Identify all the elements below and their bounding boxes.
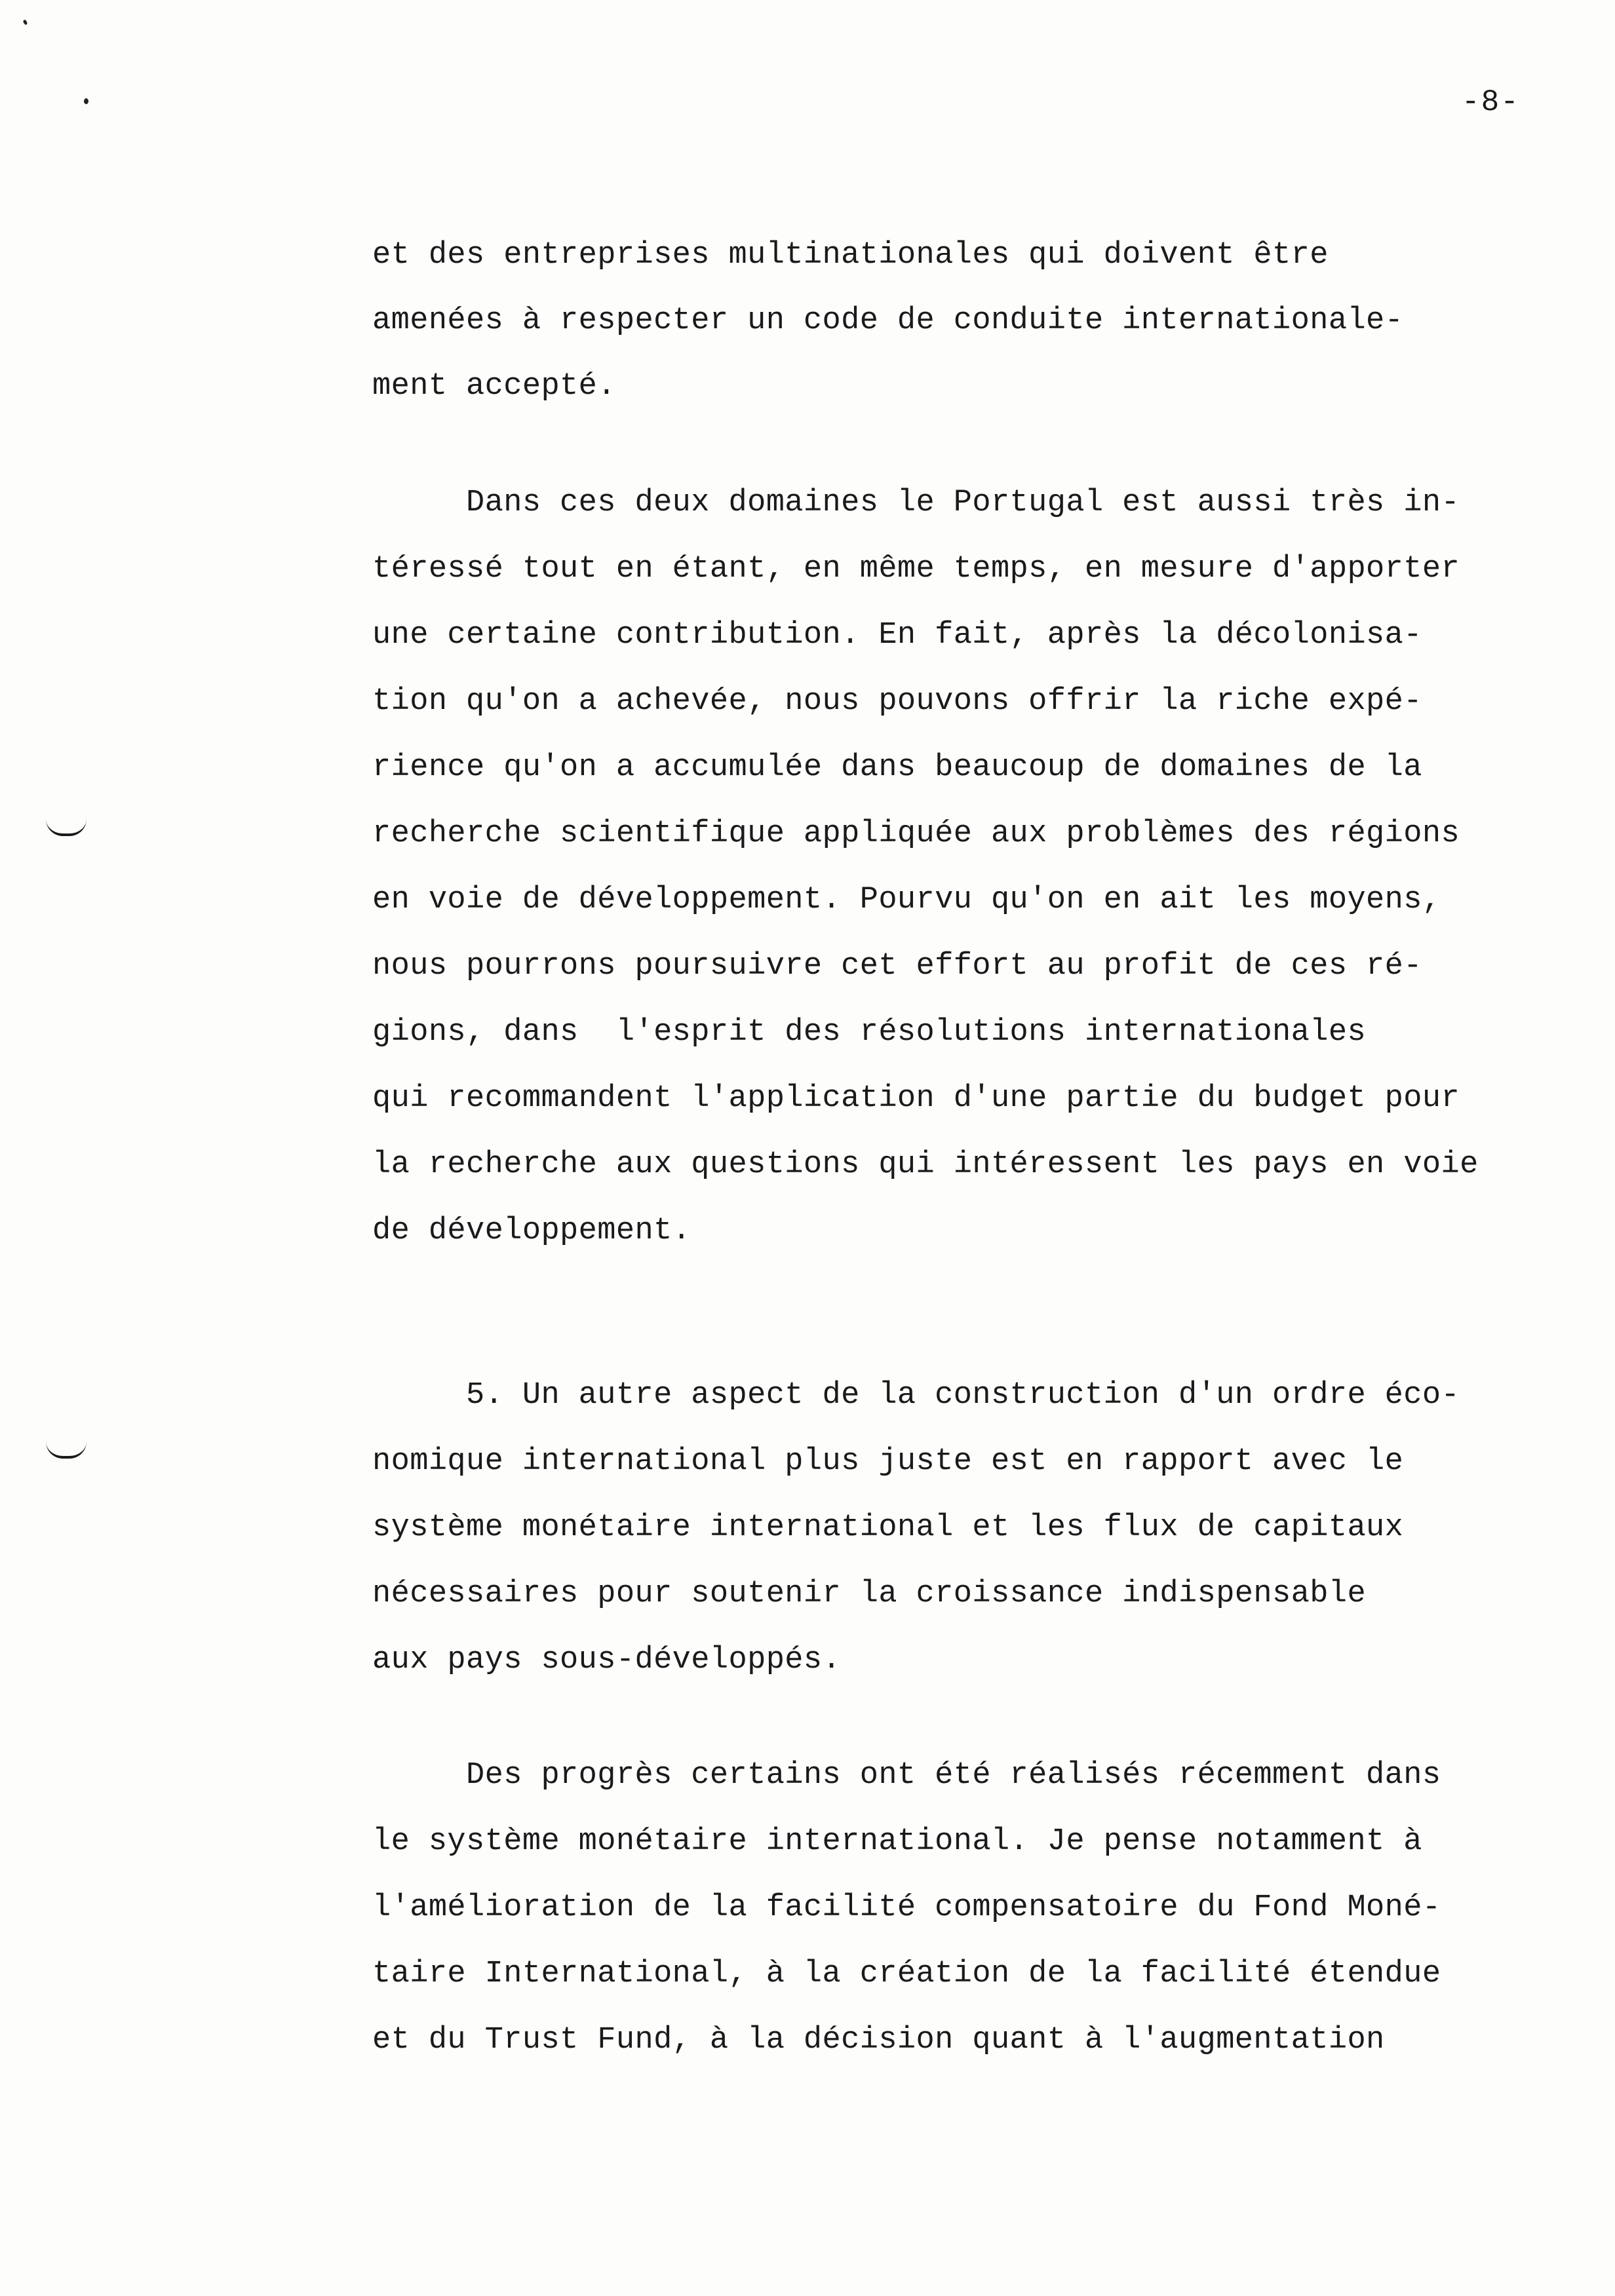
scan-speck [22,19,28,25]
text-line: en voie de développement. Pourvu qu'on en ait les moyens, [372,883,1441,917]
text-line: tion qu'on a achevée, nous pouvons offrir la riche expé- [372,684,1422,719]
text-line: et du Trust Fund, à la décision quant à l'augmentation [372,2023,1385,2057]
hole-punch-mark [46,1442,87,1459]
text-line: amenées à respecter un code de conduite internationale- [372,303,1404,338]
text-line: la recherche aux questions qui intéressent les pays en voie [372,1147,1479,1182]
text-line: de développement. [372,1214,691,1248]
text-line: aux pays sous-développés. [372,1643,842,1677]
text-line: une certaine contribution. En fait, après la décolonisa- [372,618,1422,653]
text-line: rience qu'on a accumulée dans beaucoup de domaines de la [372,750,1422,785]
text-line: téressé tout en étant, en même temps, en mesure d'apporter [372,552,1460,586]
text-line: nous pourrons poursuivre cet effort au profit de ces ré- [372,949,1422,984]
text-line: et des entreprises multinationales qui doivent être [372,238,1329,273]
text-line: 5. Un autre aspect de la construction d'un ordre éco- [372,1378,1460,1413]
page-number: -8- [1462,85,1520,119]
scan-speck [84,98,88,104]
text-line: système monétaire international et les flux de capitaux [372,1510,1404,1545]
text-line: Dans ces deux domaines le Portugal est aussi très in- [372,486,1460,520]
text-line: recherche scientifique appliquée aux problèmes des régions [372,816,1460,851]
text-line: ment accepté. [372,369,616,404]
text-line: le système monétaire international. Je pense notamment à [372,1824,1422,1859]
hole-punch-mark [46,819,87,836]
text-line: nécessaires pour soutenir la croissance indispensable [372,1577,1367,1611]
text-line: Des progrès certains ont été réalisés récemment dans [372,1758,1441,1793]
text-line: l'amélioration de la facilité compensatoire du Fond Moné- [372,1890,1441,1925]
text-line: nomique international plus juste est en rapport avec le [372,1444,1404,1479]
text-line: taire International, à la création de la facilité étendue [372,1957,1441,1991]
text-line: gions, dans l'esprit des résolutions internationales [372,1015,1367,1050]
text-line: qui recommandent l'application d'une partie du budget pour [372,1081,1460,1116]
